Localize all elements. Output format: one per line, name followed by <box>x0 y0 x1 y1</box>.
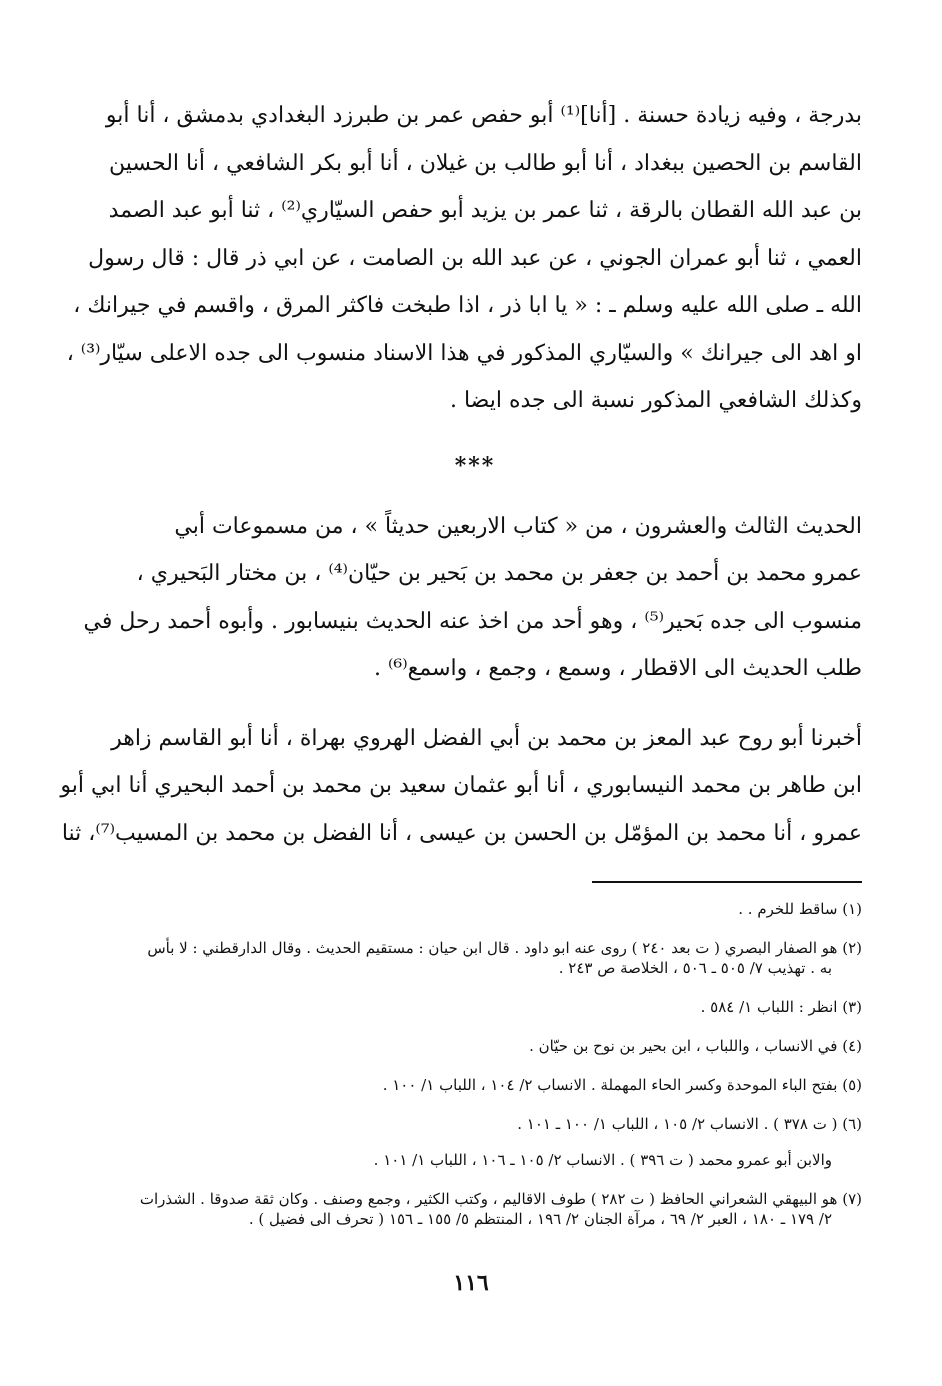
text-line: الله ـ صلى الله عليه وسلم ـ : « يا ابا ذر ، اذا طبخت فاكثر المرق ، واقسم في جيرانك ، <box>73 293 862 318</box>
paragraph-1 <box>66 92 862 425</box>
footnote <box>88 1036 862 1056</box>
footnote-text: هو الصفار البصري ( ت بعد ٢٤٠ ) روى عنه ابو داود . قال ابن حيان : مستقيم الحديث . وقال الدارقطني : لا بأس <box>147 939 838 957</box>
footnote-text: انظر : اللباب ١/ ٥٨٤ . <box>700 998 838 1016</box>
text-line: العمي ، ثنا أبو عمران الجوني ، عن عبد الله بن الصامت ، عن ابي ذر قال : قال رسول <box>88 245 862 271</box>
text-line: منسوب الى جده بَحير⁽⁵⁾ ، وهو أحد من اخذ عنه الحديث بنيسابور . وأبوه أحمد رحل في <box>83 608 862 634</box>
text-line: الحديث الثالث والعشرون ، من « كتاب الاربعين حديثاً » ، من مسموعات أبي <box>174 513 862 539</box>
footnote-number: (٢) <box>842 939 862 957</box>
paragraph-2 <box>83 503 862 693</box>
footnote <box>88 1114 862 1170</box>
text-line: بن عبد الله القطان بالرقة ، ثنا عمر بن يزيد أبو حفص السيّاري⁽²⁾ ، ثنا أبو عبد الصمد <box>108 198 862 223</box>
footnote-text-continued: ٢/ ١٧٩ ـ ١٨٠ ، العبر ٢/ ٦٩ ، مرآة الجنان ٢/ ١٩٦ ، المنتظم ٥/ ١٥٥ ـ ١٥٦ ( تحرف الى فضيل ) . <box>248 1210 832 1228</box>
footnote <box>88 899 862 919</box>
footnote-text: بفتح الباء الموحدة وكسر الحاء المهملة . الانساب ٢/ ١٠٤ ، اللباب ١/ ١٠٠ . <box>382 1076 838 1094</box>
footnote-text-continued: به . تهذيب ٧/ ٥٠٥ ـ ٥٠٦ ، الخلاصة ص ٢٤٣ . <box>558 959 832 977</box>
footnote-number: (٣) <box>842 998 862 1016</box>
text-line: بدرجة ، وفيه زيادة حسنة . [أنا]⁽¹⁾ أبو حفص عمر بن طبرزد البغدادي بدمشق ، أنا أبو <box>105 103 862 128</box>
text-line: أخبرنا أبو روح عبد المعز بن محمد بن أبي الفضل الهروي بهراة ، أنا أبو القاسم زاهر <box>111 725 862 751</box>
footnote-text: هو البيهقي الشعراني الحافظ ( ت ٢٨٢ ) طوف الاقاليم ، وكتب الكثير ، وجمع وصنف . وكان ثقة صدوقا . الشذرات <box>139 1190 838 1208</box>
footnote-rule <box>592 881 862 883</box>
footnote-number: (٥) <box>842 1076 862 1094</box>
text-line: القاسم بن الحصين ببغداد ، أنا أبو طالب بن غيلان ، أنا أبو بكر الشافعي ، أنا الحسين <box>109 150 862 176</box>
footnote <box>88 1189 862 1229</box>
page-number: ١١٦ <box>453 1270 489 1296</box>
footnote <box>88 938 862 978</box>
footnote <box>88 997 862 1017</box>
footnote-number: (٦) <box>842 1115 862 1133</box>
text-line: عمرو ، أنا محمد بن المؤمّل بن الحسن بن عيسى ، أنا الفضل بن محمد بن المسيب⁽⁷⁾، ثنا <box>61 820 862 846</box>
text-line: او اهد الى جيرانك » والسيّاري المذكور في هذا الاسناد منسوب الى جده الاعلى سيّار⁽³⁾ ، <box>66 340 862 366</box>
footnote-number: (٤) <box>842 1037 862 1055</box>
text-line: طلب الحديث الى الاقطار ، وسمع ، وجمع ، واسمع⁽⁶⁾ . <box>374 656 862 681</box>
footnotes <box>88 899 862 1229</box>
text-line: عمرو محمد بن أحمد بن جعفر بن محمد بن بَحير بن حيّان⁽⁴⁾ ، بن مختار البَحيري ، <box>136 561 862 586</box>
section-separator: *** <box>454 452 496 479</box>
footnote-number: (١) <box>842 900 862 918</box>
footnote-text: في الانساب ، واللباب ، ابن بحير بن نوح بن حيّان . <box>529 1037 838 1055</box>
text-line: وكذلك الشافعي المذكور نسبة الى جده ايضا . <box>449 388 862 413</box>
footnote-number: (٧) <box>842 1190 862 1208</box>
footnote <box>88 1075 862 1095</box>
footnote-text: ساقط للخرم . . <box>738 900 838 918</box>
text-line: ابن طاهر بن محمد النيسابوري ، أنا أبو عثمان سعيد بن محمد بن أحمد البحيري أنا ابي أبو <box>60 773 862 798</box>
footnote-text-continued: والابن أبو عمرو محمد ( ت ٣٩٦ ) . الانساب ٢/ ١٠٥ ـ ١٠٦ ، اللباب ١/ ١٠١ . <box>373 1151 832 1169</box>
paragraph-3 <box>60 715 862 858</box>
footnote-text: ( ت ٣٧٨ ) . الانساب ٢/ ١٠٥ ، اللباب ١/ ١٠٠ ـ ١٠١ . <box>517 1115 838 1133</box>
